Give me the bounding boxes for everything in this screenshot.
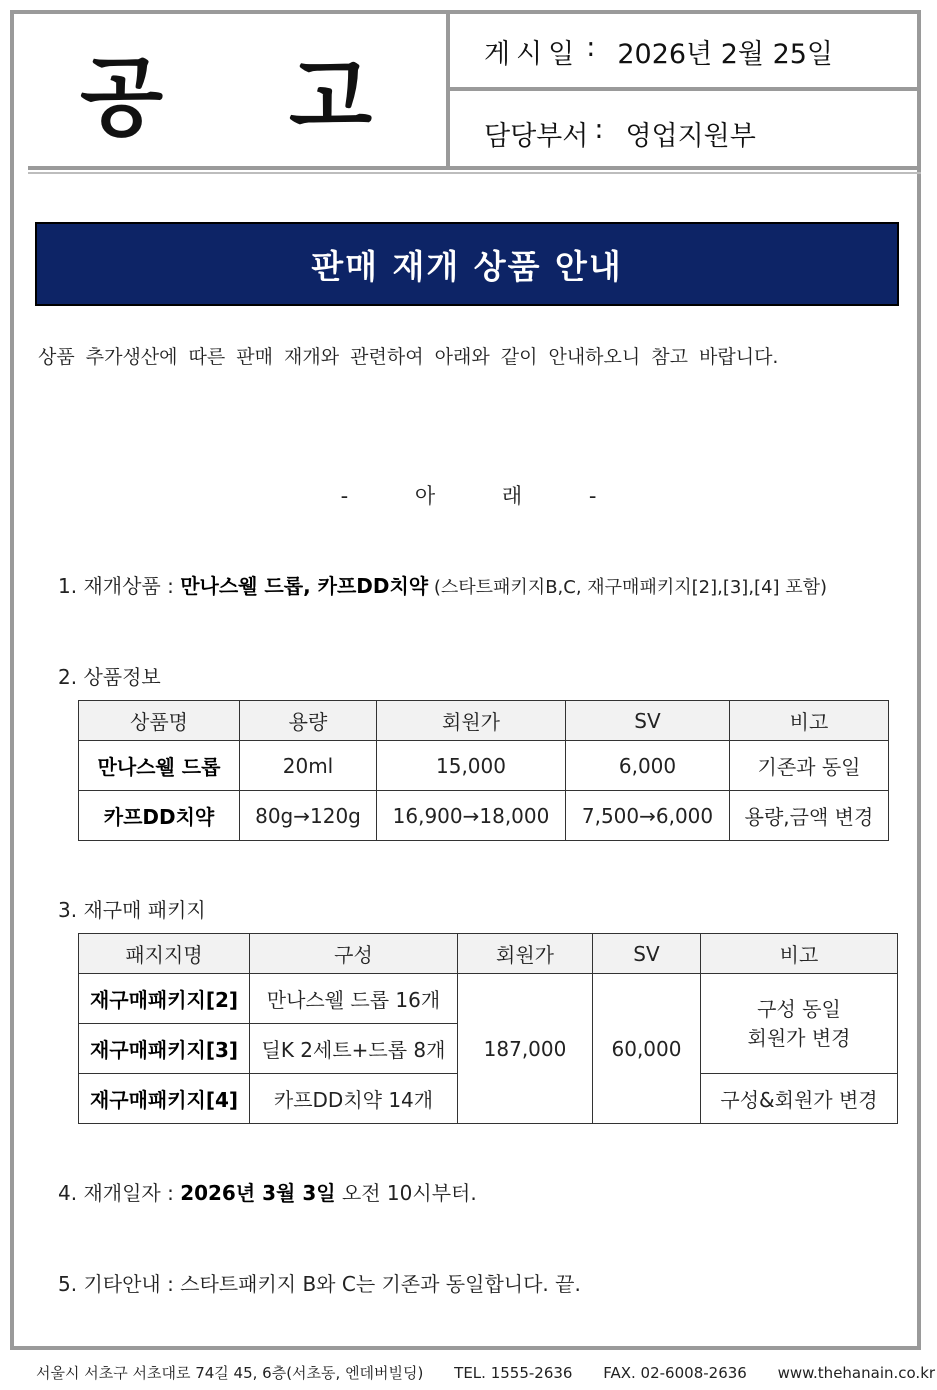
table-row (79, 741, 889, 791)
table-cell: 20ml (240, 741, 377, 791)
post-date-sep: : (586, 32, 596, 63)
footer-fax: FAX. 02-6008-2636 (603, 1364, 747, 1382)
footer-address: 서울시 서초구 서초대로 74길 45, 6층(서초동, 엔데버빌딩) (36, 1364, 424, 1382)
item-other-info: 5. 기타안내 : 스타트패키지 B와 C는 기존과 동일합니다. 끝. (58, 1272, 581, 1296)
table-cell: 카프DD치약 14개 (250, 1074, 458, 1124)
package-table (78, 933, 898, 1124)
product-names: 만나스웰 드롭, 카프DD치약 (180, 574, 429, 598)
department-label: 담당부서 (484, 121, 589, 152)
table-cell: 만나스웰 드롭 (79, 741, 240, 791)
below-char: 아 (414, 484, 436, 508)
footer-website: www.thehanain.co.kr (777, 1364, 936, 1382)
table-cell: 재구매패키지[2] (79, 974, 250, 1024)
table-cell: 6,000 (566, 741, 730, 791)
note-line: 회원가 변경 (747, 1025, 851, 1050)
column-header: 회원가 (458, 934, 593, 974)
post-date-label: 게시일 (484, 39, 581, 70)
table-cell: 7,500→6,000 (566, 791, 730, 841)
header-divider (28, 172, 921, 174)
table-cell: 만나스웰 드롭 16개 (250, 974, 458, 1024)
column-header: 상품명 (79, 701, 240, 741)
title-banner: 판매 재개 상품 안내 (35, 222, 899, 306)
header-divider (450, 87, 921, 91)
table-cell: 80g→120g (240, 791, 377, 841)
department-row (484, 114, 756, 153)
below-dash: - (588, 484, 597, 508)
table-cell: 재구매패키지[4] (79, 1074, 250, 1124)
table-cell: 딜K 2세트+드롭 8개 (250, 1024, 458, 1074)
intro-text: 상품 추가생산에 따른 판매 재개와 관련하여 아래와 같이 안내하오니 참고 바랍니다. (38, 346, 779, 368)
resume-date: 2026년 3월 3일 (180, 1181, 336, 1205)
below-marker (0, 480, 937, 510)
item-resumed-products (58, 570, 827, 599)
column-header: 비고 (701, 934, 898, 974)
table-cell: 60,000 (593, 974, 701, 1124)
table-header-row (79, 701, 889, 741)
department-value: 영업지원부 (625, 121, 756, 152)
table-row (79, 974, 898, 1024)
header-divider (28, 166, 921, 170)
department-sep: : (594, 114, 604, 145)
item-note: (스타트패키지B,C, 재구매패키지[2],[3],[4] 포함) (428, 577, 828, 598)
column-header: 회원가 (377, 701, 566, 741)
footer (36, 1362, 937, 1383)
item-product-info: 2. 상품정보 (58, 665, 161, 689)
table-cell: 187,000 (458, 974, 593, 1124)
column-header: 패지지명 (79, 934, 250, 974)
item-prefix: 4. 재개일자 : (58, 1181, 181, 1205)
resume-time: 오전 10시부터. (335, 1181, 477, 1205)
below-dash: - (340, 484, 349, 508)
table-header-row (79, 934, 898, 974)
footer-divider (10, 1346, 921, 1350)
table-cell: 용량,금액 변경 (730, 791, 889, 841)
table-cell (701, 974, 898, 1074)
product-info-table (78, 700, 889, 841)
table-cell: 카프DD치약 (79, 791, 240, 841)
table-cell: 재구매패키지[3] (79, 1024, 250, 1074)
post-date-value: 2026년 2월 25일 (617, 39, 834, 70)
item-prefix: 1. 재개상품 : (58, 574, 181, 598)
table-cell: 16,900→18,000 (377, 791, 566, 841)
table-cell: 기존과 동일 (730, 741, 889, 791)
header-divider (446, 14, 450, 170)
note-line: 구성 동일 (757, 996, 841, 1021)
post-date-row (484, 32, 833, 71)
notice-title: 공 고 (79, 48, 421, 148)
below-char: 래 (501, 484, 523, 508)
item-resume-date (58, 1177, 477, 1206)
table-row (79, 791, 889, 841)
column-header: 비고 (730, 701, 889, 741)
column-header: 구성 (250, 934, 458, 974)
column-header: SV (593, 934, 701, 974)
table-cell: 15,000 (377, 741, 566, 791)
table-cell: 구성&회원가 변경 (701, 1074, 898, 1124)
footer-tel: TEL. 1555-2636 (454, 1364, 573, 1382)
column-header: SV (566, 701, 730, 741)
column-header: 용량 (240, 701, 377, 741)
item-repurchase-package: 3. 재구매 패키지 (58, 898, 206, 922)
